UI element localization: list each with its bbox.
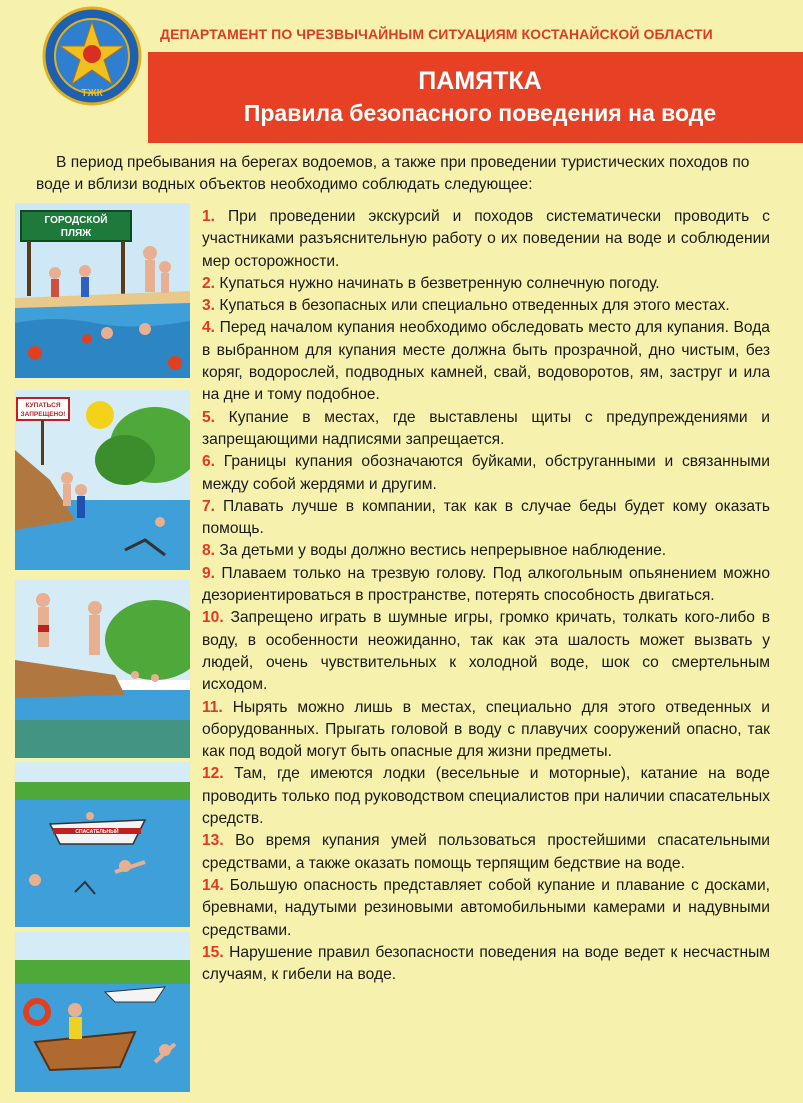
rule-14 [202, 875, 770, 942]
rule-text: Там, где имеются лодки (весельные и моторные), катание на воде проводить только под руководством специалистов при наличии спасательных средств. [202, 765, 770, 828]
rule-number: 8. [202, 542, 216, 560]
rule-12 [202, 763, 770, 830]
rule-text: Границы купания обозначаются буйками, обструганными и связанными между собой жердями и другим. [202, 453, 770, 493]
department-name: ДЕПАРТАМЕНТ ПО ЧРЕЗВЫЧАЙНЫМ СИТУАЦИЯМ КОСТАНАЙСКОЙ ОБЛАСТИ [160, 26, 713, 42]
rule-4 [202, 317, 770, 406]
intro-paragraph: В период пребывания на берегах водоемов, а также при проведении туристических походов по воде и вблизи водных объектов необходимо соблюдать следующее: [36, 154, 750, 193]
rule-11 [202, 697, 770, 764]
rule-2 [202, 273, 770, 295]
rule-3 [202, 295, 770, 317]
rule-number: 3. [202, 297, 216, 315]
rules-list [202, 206, 770, 986]
rule-text: Купаться нужно начинать в безветренную солнечную погоду. [219, 274, 660, 292]
rule-text: Запрещено играть в шумные игры, громко кричать, толкать кого-либо в воду, в особенности неожиданно, так как эта шалость может вызвать у людей, очень чувствительных к холодной воде, шок со смертельным исходом. [202, 609, 770, 694]
rule-number: 14. [202, 876, 224, 894]
rule-number: 6. [202, 453, 216, 471]
rule-8 [202, 540, 770, 562]
rule-number: 5. [202, 408, 216, 426]
svg-text:КУПАТЬСЯ: КУПАТЬСЯ [25, 402, 61, 409]
emblem-logo [42, 6, 142, 106]
rule-text: За детьми у воды должно вестись непрерывное наблюдение. [219, 542, 667, 560]
rule-5 [202, 407, 770, 452]
svg-text:ГОРОДСКОЙ: ГОРОДСКОЙ [44, 215, 108, 226]
rule-15 [202, 942, 770, 987]
rule-text: Нарушение правил безопасности поведения на воде ведет к несчастным случаям, к гибели на воде. [202, 943, 770, 984]
rule-6 [202, 451, 770, 496]
rule-13 [202, 830, 770, 875]
rule-number: 2. [202, 274, 216, 292]
rule-number: 12. [202, 765, 224, 783]
rule-number: 15. [202, 943, 224, 961]
rule-text: Во время купания умей пользоваться простейшими спасательными средствами, а также оказать помощь терпящим бедствие на воде. [202, 832, 770, 872]
svg-text:ЗАПРЕЩЕНО!: ЗАПРЕЩЕНО! [20, 411, 66, 418]
rule-number: 13. [202, 832, 224, 850]
diving-illustration [15, 580, 190, 758]
rule-text: Купание в местах, где выставлены щиты с предупреждениями и запрещающими надписями запрещается. [202, 408, 770, 448]
rule-10 [202, 607, 770, 696]
rule-text: Плаваем только на трезвую голову. Под алкогольным опьянением можно дезориентироваться в пространстве, потерять способность двигаться. [202, 564, 770, 605]
svg-text:СПАСАТЕЛЬНЫЙ: СПАСАТЕЛЬНЫЙ [75, 829, 119, 835]
rule-text: При проведении экскурсий и походов систематически проводить с участниками разъяснительную работу о их поведении на воде и соблюдении мер осторожности. [202, 208, 770, 270]
rowing-boat-illustration [15, 932, 190, 1092]
emblem-text: ТЖК [81, 88, 103, 99]
svg-text:ПЛЯЖ: ПЛЯЖ [60, 228, 92, 239]
rule-7 [202, 496, 770, 541]
rule-text: Купаться в безопасных или специально отведенных для этого местах. [219, 297, 730, 315]
no-swimming-illustration [15, 390, 190, 570]
rule-number: 4. [202, 319, 216, 337]
rule-text: Плавать лучше в компании, так как в случае беды будет кому оказать помощь. [202, 497, 770, 538]
rescue-boat-illustration [15, 762, 190, 927]
page-title: ПАМЯТКА [418, 67, 542, 95]
rule-text: Перед началом купания необходимо обследовать место для купания. Вода в выбранном для купания месте должна быть прозрачной, дно чистым, без коряг, водорослей, подводных камней, свай, водоворотов, ям, заструг и ила на дне и тому подобное. [202, 319, 770, 404]
rule-number: 7. [202, 497, 216, 515]
beach-illustration [15, 203, 190, 378]
rule-9 [202, 563, 770, 608]
page-subtitle: Правила безопасного поведения на воде [243, 100, 717, 126]
rule-text: Большую опасность представляет собой купание и плавание с досками, бревнами, надутыми резиновыми автомобильными камерами и надувными средствами. [202, 876, 770, 939]
rule-number: 9. [202, 564, 216, 582]
rule-number: 10. [202, 609, 224, 627]
rule-1 [202, 206, 770, 273]
rule-number: 1. [202, 208, 216, 225]
rule-text: Нырять можно лишь в местах, специально для этого отведенных и оборудованных. Прыгать головой в воду с плавучих сооружений опасно, так как под водой могут быть опасные для жизни предметы. [202, 698, 770, 761]
rule-number: 11. [202, 698, 223, 716]
